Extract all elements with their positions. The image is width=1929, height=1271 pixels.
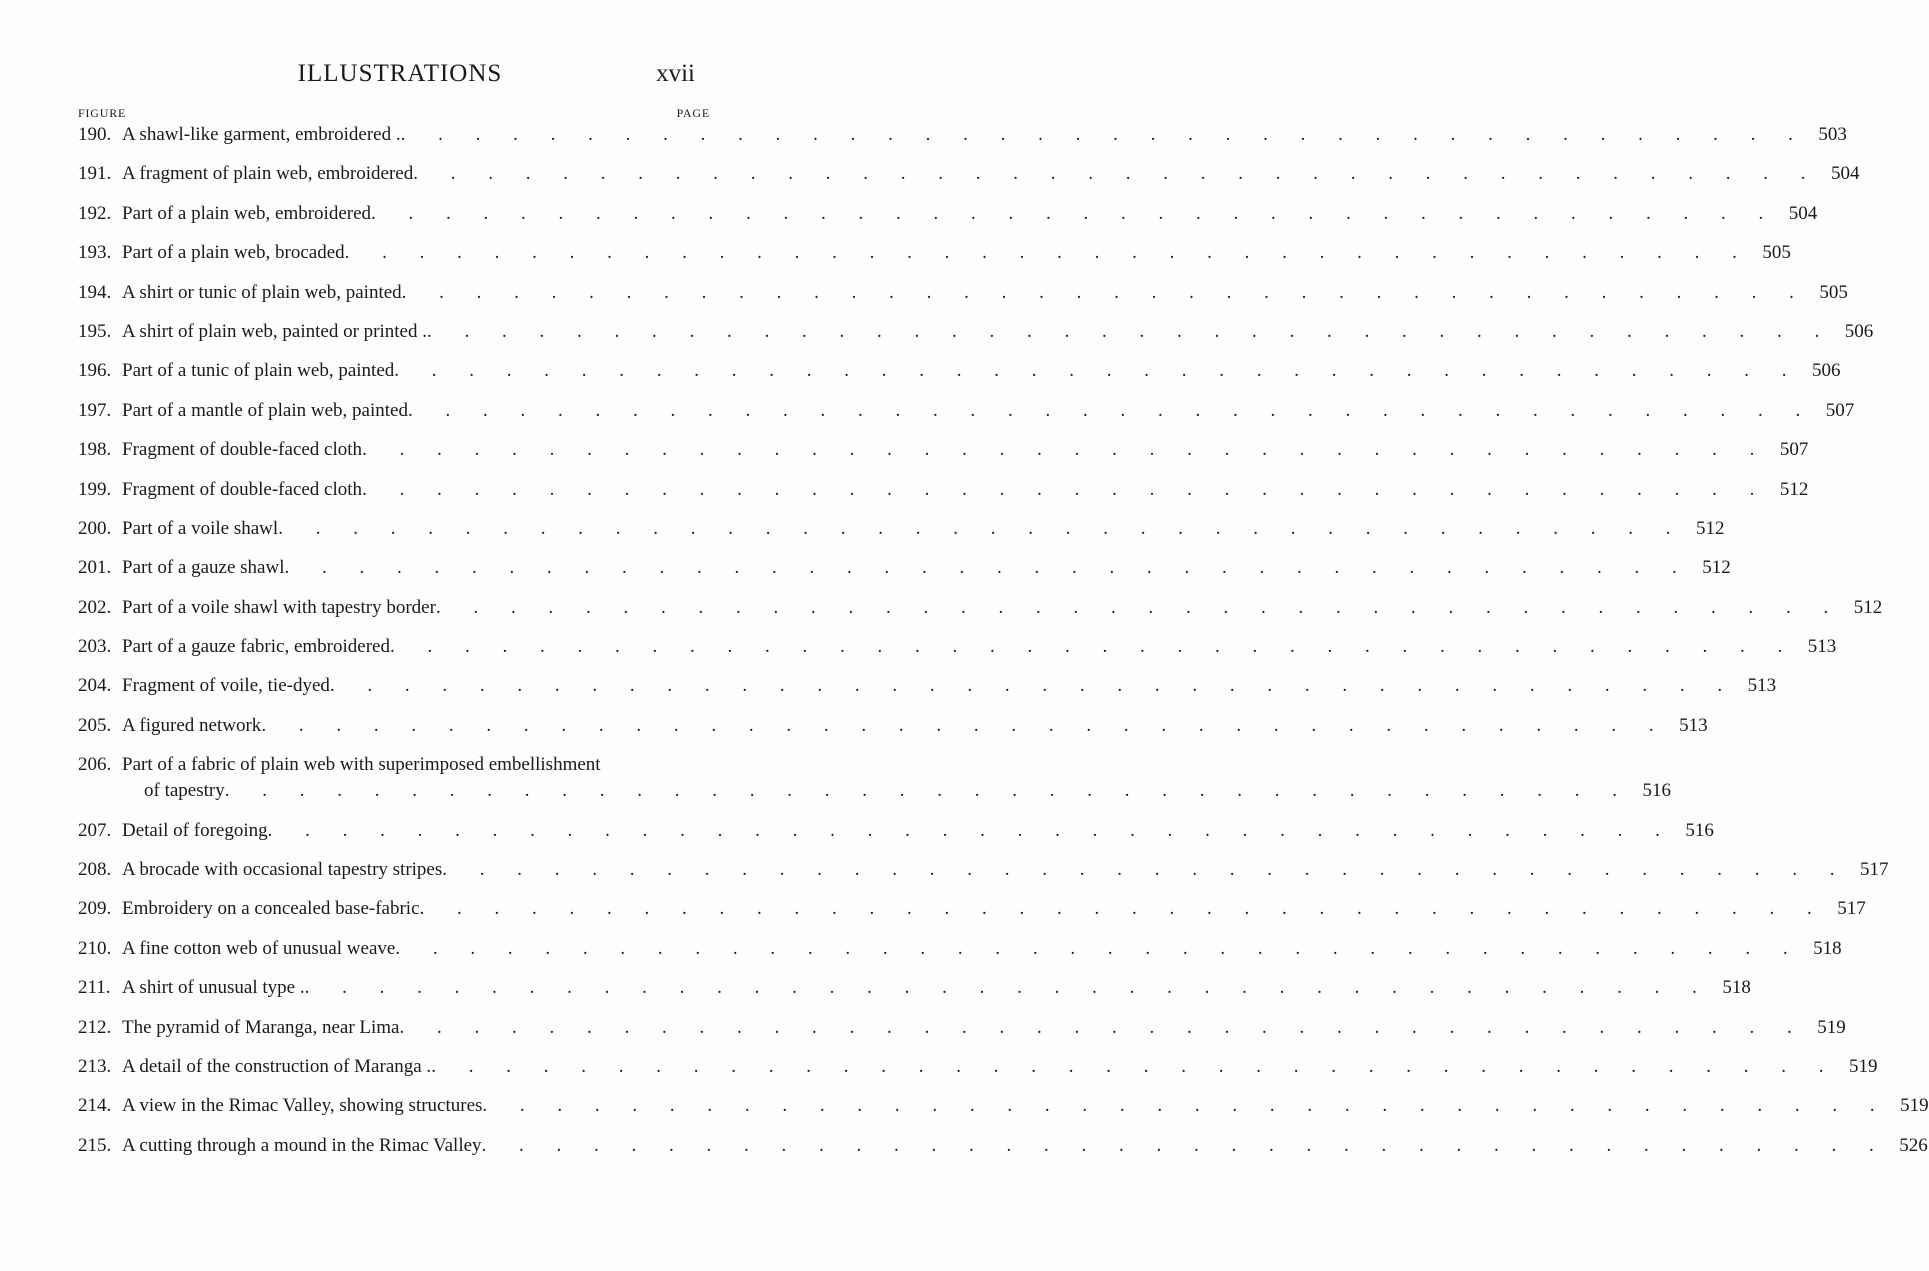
figure-title: A shirt of unusual type . bbox=[122, 977, 305, 999]
figure-number: 200. bbox=[78, 517, 112, 539]
page-column-heading: PAGE bbox=[676, 106, 710, 120]
figure-number: 213. bbox=[78, 1055, 112, 1077]
figure-page-number: 513 bbox=[1679, 714, 1708, 736]
dot-leader: . . . . . . . . . . . . . . . . . . . . . . . . . . . . . . . . . . . . . . bbox=[431, 1055, 1838, 1077]
entry-body bbox=[122, 1133, 1894, 1159]
figure-title: Fragment of double-faced cloth bbox=[122, 478, 363, 500]
dot-leader: . . . . . . . . . . . . . . . . . . . . . . . . . . . . . . . . . . . . . . bbox=[261, 714, 1668, 736]
list-item bbox=[78, 437, 1809, 463]
list-item bbox=[78, 358, 1841, 384]
figure-number: 192. bbox=[78, 202, 112, 224]
list-item bbox=[78, 516, 1725, 542]
figure-page-number: 516 bbox=[1685, 819, 1714, 841]
figure-number: 205. bbox=[78, 714, 112, 736]
entry-body bbox=[122, 122, 1813, 148]
figure-number: 191. bbox=[78, 163, 112, 185]
figure-title: Fragment of voile, tie-dyed bbox=[122, 675, 330, 697]
figure-number: 209. bbox=[78, 898, 112, 920]
entry-body bbox=[122, 1054, 1843, 1080]
figure-title: Part of a tunic of plain web, painted bbox=[122, 360, 395, 382]
list-item bbox=[78, 713, 1708, 739]
list-item bbox=[78, 240, 1791, 266]
entry-body bbox=[122, 857, 1855, 883]
dot-leader: . . . . . . . . . . . . . . . . . . . . . . . . . . . . . . . . . . . . . . bbox=[389, 636, 1797, 658]
figure-number: 193. bbox=[78, 242, 112, 264]
list-item bbox=[78, 1133, 1928, 1159]
entry-body bbox=[122, 201, 1783, 227]
dot-leader: . . . . . . . . . . . . . . . . . . . . . . . . . . . . . . . . . . . . . . bbox=[400, 124, 1807, 145]
figure-title: A cutting through a mound in the Rimac Valley bbox=[122, 1134, 482, 1156]
figure-title: Part of a plain web, brocaded bbox=[122, 242, 345, 264]
column-headings bbox=[78, 106, 710, 122]
figure-page-number: 519 bbox=[1817, 1016, 1846, 1038]
figure-number: 210. bbox=[78, 937, 112, 959]
figure-page-number: 512 bbox=[1695, 517, 1725, 539]
figure-title: Part of a voile shawl bbox=[122, 517, 279, 539]
figure-page-number: 505 bbox=[1762, 242, 1791, 264]
dot-leader: . . . . . . . . . . . . . . . . . . . . . . . . . . . . . . . . . . . . . . bbox=[481, 1134, 1888, 1156]
figure-title: Part of a plain web, embroidered bbox=[122, 202, 372, 224]
dot-leader: . . . . . . . . . . . . . . . . . . . . . . . . . . . . . . . . . . . . . . bbox=[394, 360, 1801, 382]
illustration-list bbox=[78, 122, 1929, 1172]
dot-leader: . . . . . . . . . . . . . . . . . . . . . . . . . . . . . . . . . . . . . . bbox=[362, 439, 1769, 461]
entry-body bbox=[122, 477, 1774, 503]
dot-leader: . . . . . . . . . . . . . . . . . . . . . . . . . . . . . . . . . . . . . . bbox=[344, 242, 1751, 264]
list-item bbox=[78, 595, 1883, 621]
dot-leader: . . . . . . . . . . . . . . . . . . . . . . . . . . . . . . . . . . . . . . bbox=[407, 399, 1815, 421]
dot-leader: . . . . . . . . . . . . . . . . . . . . . . . . . . . . . . . . . . . . . . bbox=[399, 1016, 1806, 1038]
figure-title: Part of a fabric of plain web with superimposed embellishment bbox=[122, 754, 601, 776]
figure-page-number: 512 bbox=[1702, 557, 1731, 579]
figure-page-number: 513 bbox=[1807, 636, 1837, 658]
dot-leader: . . . . . . . . . . . . . . . . . . . . . . . . . . . . . . . . . . . . . . bbox=[278, 517, 1685, 539]
list-item bbox=[78, 319, 1874, 345]
figure-title: Part of a voile shawl with tapestry border bbox=[122, 596, 436, 618]
entry-body bbox=[122, 319, 1839, 345]
entry-body bbox=[122, 437, 1774, 463]
figure-page-number: 507 bbox=[1779, 439, 1809, 461]
figure-title: Part of a mantle of plain web, painted bbox=[122, 399, 408, 421]
dot-leader: . . . . . . . . . . . . . . . . . . . . . . . . . . . . . . . . . . . . . . bbox=[435, 596, 1843, 618]
figure-title: A fragment of plain web, embroidered bbox=[122, 163, 414, 185]
list-item bbox=[78, 201, 1818, 227]
figure-number: 215. bbox=[78, 1134, 112, 1156]
entry-body bbox=[122, 161, 1825, 187]
figure-number: 207. bbox=[78, 819, 112, 841]
figure-page-number: 506 bbox=[1844, 320, 1874, 342]
figure-page-number: 504 bbox=[1788, 202, 1818, 224]
figure-title: A shawl-like garment, embroidered . bbox=[122, 124, 401, 145]
entry-continuation bbox=[122, 778, 1671, 804]
entry-body bbox=[122, 673, 1742, 699]
dot-leader: . . . . . . . . . . . . . . . . . . . . . . . . . . . . . . . . . . . . . . bbox=[413, 163, 1820, 185]
figure-page-number: 526 bbox=[1899, 1134, 1928, 1156]
figure-page-number: 503 bbox=[1818, 124, 1847, 145]
figure-number: 198. bbox=[78, 439, 112, 461]
figure-number: 214. bbox=[78, 1095, 112, 1117]
figure-page-number: 513 bbox=[1747, 675, 1777, 697]
figure-page-number: 506 bbox=[1812, 360, 1841, 382]
dot-leader: . . . . . . . . . . . . . . . . . . . . . . . . . . . . . . . . . . . . . . bbox=[419, 898, 1826, 920]
figure-title: A fine cotton web of unusual weave bbox=[122, 937, 396, 959]
dot-leader: . . . . . . . . . . . . . . . . . . . . . . . . . . . . . . . . . . . . . . bbox=[362, 478, 1769, 500]
figure-number: 201. bbox=[78, 557, 112, 579]
figure-title: Fragment of double-faced cloth bbox=[122, 439, 363, 461]
list-item bbox=[78, 1015, 1846, 1041]
figure-column-heading: FIGURE bbox=[78, 106, 127, 120]
entry-body bbox=[122, 516, 1690, 542]
running-head bbox=[0, 60, 800, 96]
dot-leader: . . . . . . . . . . . . . . . . . . . . . . . . . . . . . . . . . . . . . . bbox=[371, 202, 1778, 224]
figure-title: Detail of foregoing bbox=[122, 819, 268, 841]
entry-body bbox=[122, 975, 1717, 1001]
list-item bbox=[78, 857, 1889, 883]
entry-body bbox=[122, 398, 1820, 424]
figure-number: 199. bbox=[78, 478, 112, 500]
figure-page-number: 516 bbox=[1642, 780, 1671, 802]
entry-body bbox=[122, 1093, 1895, 1119]
dot-leader: . . . . . . . . . . . . . . . . . . . . . . . . . . . . . . . . . . . . . . bbox=[427, 320, 1834, 342]
list-item bbox=[78, 161, 1860, 187]
dot-leader: . . . . . . . . . . . . . . . . . . . . . . . . . . . . . . . . . . . . . . bbox=[442, 859, 1849, 881]
figure-page-number: 517 bbox=[1860, 859, 1889, 881]
figure-page-number: 512 bbox=[1779, 478, 1809, 500]
dot-leader: . . . . . . . . . . . . . . . . . . . . . . . . . . . . . . . . . . . . . . bbox=[401, 281, 1808, 303]
figure-page-number: 505 bbox=[1819, 281, 1848, 303]
entry-body bbox=[122, 936, 1808, 962]
figure-title: A figured network bbox=[122, 714, 262, 736]
figure-number: 211. bbox=[78, 977, 111, 999]
entry-body bbox=[122, 358, 1807, 384]
figure-number: 195. bbox=[78, 320, 112, 342]
list-item bbox=[78, 280, 1848, 306]
list-item bbox=[78, 555, 1731, 581]
figure-number: 208. bbox=[78, 859, 112, 881]
list-item bbox=[78, 975, 1751, 1001]
figure-title: Embroidery on a concealed base-fabric bbox=[122, 898, 420, 920]
figure-title: The pyramid of Maranga, near Lima bbox=[122, 1016, 400, 1038]
figure-page-number: 512 bbox=[1853, 596, 1883, 618]
dot-leader: . . . . . . . . . . . . . . . . . . . . . . . . . . . . . . . . . . . . . . bbox=[395, 937, 1802, 959]
dot-leader: . . . . . . . . . . . . . . . . . . . . . . . . . . . . . . . . . . . . . . bbox=[329, 675, 1737, 697]
list-item bbox=[78, 634, 1837, 660]
dot-leader: . . . . . . . . . . . . . . . . . . . . . . . . . . . . . . . . . . . . . . bbox=[224, 780, 1631, 802]
list-item bbox=[78, 818, 1714, 844]
figure-title: A shirt of plain web, painted or printed . bbox=[122, 320, 427, 342]
figure-number: 204. bbox=[78, 675, 112, 697]
figure-page-number: 519 bbox=[1848, 1055, 1878, 1077]
figure-number: 190. bbox=[78, 124, 112, 145]
list-item bbox=[78, 936, 1842, 962]
figure-number: 212. bbox=[78, 1016, 112, 1038]
figure-number: 203. bbox=[78, 636, 112, 658]
figure-page-number: 504 bbox=[1830, 163, 1860, 185]
figure-title-continuation: of tapestry bbox=[144, 780, 225, 802]
running-title: ILLUSTRATIONS bbox=[297, 60, 503, 87]
list-item bbox=[78, 896, 1866, 922]
figure-number: 196. bbox=[78, 360, 112, 382]
entry-body bbox=[122, 555, 1697, 581]
figure-title: A brocade with occasional tapestry stripes bbox=[122, 859, 443, 881]
figure-number: 197. bbox=[78, 399, 112, 421]
entry-body bbox=[122, 634, 1802, 660]
figure-page-number: 519 bbox=[1900, 1095, 1929, 1117]
list-item bbox=[78, 752, 1671, 804]
list-item bbox=[78, 122, 1847, 148]
entry-body bbox=[122, 896, 1832, 922]
entry-body bbox=[122, 1015, 1812, 1041]
entry-body bbox=[122, 713, 1674, 739]
dot-leader: . . . . . . . . . . . . . . . . . . . . . . . . . . . . . . . . . . . . . . bbox=[482, 1095, 1889, 1117]
page-number: xvii bbox=[656, 60, 695, 87]
entry-body bbox=[122, 818, 1680, 844]
dot-leader: . . . . . . . . . . . . . . . . . . . . . . . . . . . . . . . . . . . . . . bbox=[267, 819, 1674, 841]
list-item bbox=[78, 673, 1777, 699]
list-item bbox=[78, 1054, 1878, 1080]
entry-body bbox=[122, 752, 1671, 804]
figure-title: A shirt or tunic of plain web, painted bbox=[122, 281, 402, 303]
list-item bbox=[78, 398, 1855, 424]
list-item bbox=[78, 1093, 1929, 1119]
figure-title: A view in the Rimac Valley, showing structures bbox=[122, 1095, 483, 1117]
figure-page-number: 507 bbox=[1825, 399, 1855, 421]
figure-page-number: 518 bbox=[1722, 977, 1751, 999]
figure-title: Part of a gauze shawl bbox=[122, 557, 285, 579]
entry-body bbox=[122, 280, 1814, 306]
dot-leader: . . . . . . . . . . . . . . . . . . . . . . . . . . . . . . . . . . . . . . bbox=[304, 977, 1711, 999]
figure-page-number: 517 bbox=[1837, 898, 1866, 920]
figure-title: Part of a gauze fabric, embroidered bbox=[122, 636, 390, 658]
list-item bbox=[78, 477, 1809, 503]
figure-title: A detail of the construction of Maranga . bbox=[122, 1055, 432, 1077]
entry-body bbox=[122, 240, 1757, 266]
entry-body bbox=[122, 595, 1848, 621]
dot-leader: . . . . . . . . . . . . . . . . . . . . . . . . . . . . . . . . . . . . . . bbox=[284, 557, 1691, 579]
figure-number: 194. bbox=[78, 281, 112, 303]
figure-number: 206. bbox=[78, 754, 112, 776]
figure-number: 202. bbox=[78, 596, 112, 618]
figure-page-number: 518 bbox=[1813, 937, 1842, 959]
